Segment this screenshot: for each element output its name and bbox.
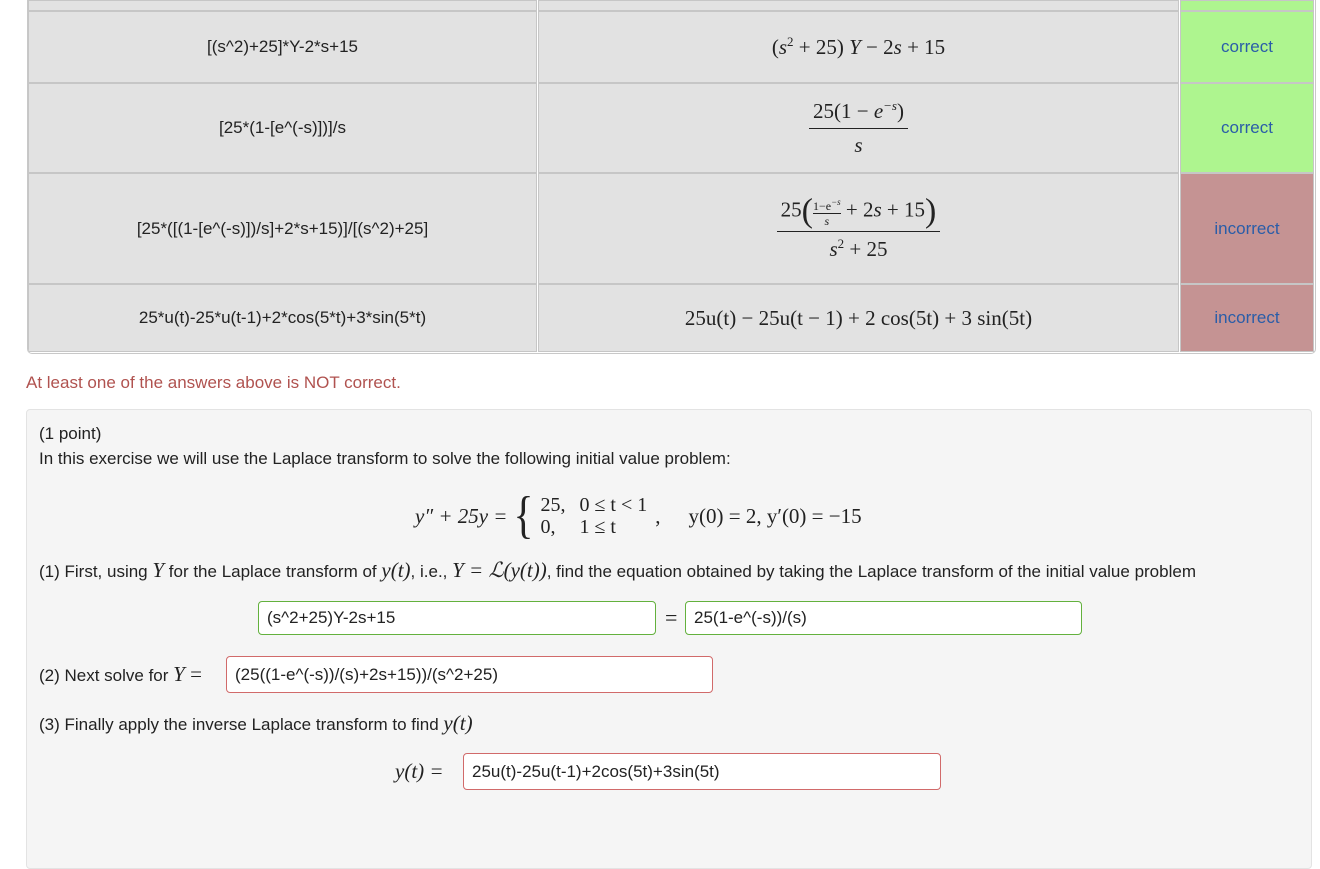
table-row bbox=[28, 83, 1315, 173]
status-correct-label: correct bbox=[1221, 37, 1273, 56]
answer-preview: $\frac{25(1 - e^{-s})}{s}$ bbox=[809, 98, 908, 158]
step1-text: (1) First, using Y for the Laplace transform of y(t), i.e., Y = ℒ(y(t)), find the equation obtained by taking the Laplace transform of the initial value problem bbox=[39, 558, 1196, 582]
status-incorrect-label: incorrect bbox=[1214, 308, 1280, 327]
step2-text: (2) Next solve for Y = bbox=[39, 662, 202, 686]
table-row bbox=[28, 11, 1315, 83]
entered-answer: [(s^2)+25]*Y-2*s+15 bbox=[207, 37, 358, 56]
header-stub-cell bbox=[538, 0, 1179, 11]
entered-answer-cell bbox=[28, 83, 537, 173]
answer2-input[interactable]: (25((1-e^(-s))/(s)+2s+15))/(s^2+25) bbox=[226, 656, 713, 693]
problem-points: (1 point) bbox=[39, 424, 102, 443]
entered-answer: [25*(1-[e^(-s)])]/s bbox=[219, 118, 346, 137]
header-stub-cell bbox=[1180, 0, 1314, 11]
answer-preview: 25u(t) − 25u(t − 1) + 2 cos(5t) + 3 sin(5t) bbox=[684, 305, 1033, 330]
table-row-header-stub bbox=[28, 0, 1315, 11]
table-row bbox=[28, 173, 1315, 284]
answer-preview-cell bbox=[538, 173, 1179, 284]
table-row bbox=[28, 284, 1315, 352]
result-status-cell bbox=[1180, 11, 1314, 83]
result-status-cell bbox=[1180, 173, 1314, 284]
ode-equation: y″ + 25y = { 25, 0 ≤ t < 1 0, 1 ≤ t , y(0) = 2, y′(0) = −15 bbox=[415, 487, 862, 544]
answer3-input[interactable]: 25u(t)-25u(t-1)+2cos(5t)+3sin(5t) bbox=[463, 753, 941, 790]
answer3-label: y(t) = bbox=[395, 759, 444, 783]
equals-sign: = bbox=[665, 605, 678, 630]
result-status-cell bbox=[1180, 284, 1314, 352]
header-stub-cell bbox=[28, 0, 537, 11]
entered-answer-cell bbox=[28, 173, 537, 284]
problem-intro: In this exercise we will use the Laplace transform to solve the following initial value problem: bbox=[39, 449, 731, 468]
entered-answer-cell bbox=[28, 11, 537, 83]
status-incorrect-label: incorrect bbox=[1214, 218, 1280, 238]
answer1-left-input[interactable]: (s^2+25)Y-2s+15 bbox=[258, 601, 656, 635]
entered-answer-cell bbox=[28, 284, 537, 352]
problem-panel bbox=[26, 409, 1312, 869]
answer-preview-cell bbox=[538, 284, 1179, 352]
answer-preview-cell bbox=[538, 83, 1179, 173]
entered-answer: 25*u(t)-25*u(t-1)+2*cos(5*t)+3*sin(5*t) bbox=[138, 308, 427, 327]
warning-message: At least one of the answers above is NOT correct. bbox=[26, 373, 401, 392]
answer-preview-cell bbox=[538, 11, 1179, 83]
entered-answer: [25*([(1-[e^(-s)])/s]+2*s+15)]/[(s^2)+25] bbox=[136, 218, 429, 238]
initial-conditions: y(0) = 2, y′(0) = −15 bbox=[688, 503, 862, 528]
answer1-right-input[interactable]: 25(1-e^(-s))/(s) bbox=[685, 601, 1082, 635]
answer-preview: 25( $\frac{1-e^{-s}}{s}$ + 2s + 15) $s^2 + 25$ bbox=[777, 196, 941, 262]
results-table bbox=[27, 0, 1316, 354]
step3-text: (3) Finally apply the inverse Laplace transform to find y(t) bbox=[39, 711, 473, 735]
answer-preview: $(s^2 + 25) Y - 2s + 15$ bbox=[771, 34, 946, 59]
result-status-cell bbox=[1180, 83, 1314, 173]
status-correct-label: correct bbox=[1221, 118, 1273, 137]
